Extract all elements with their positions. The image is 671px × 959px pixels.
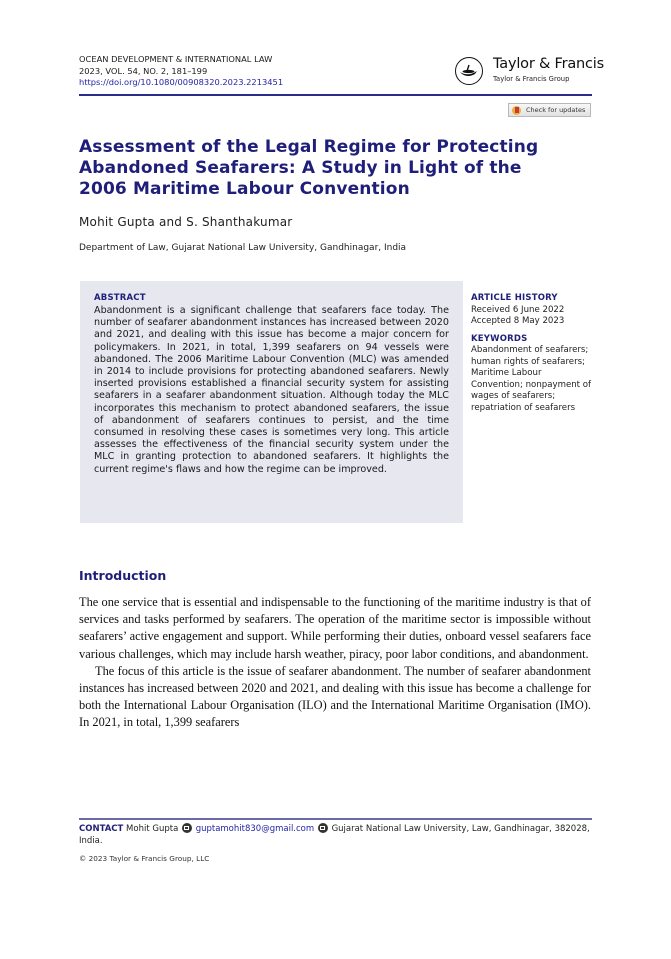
doi-link[interactable]: https://doi.org/10.1080/00908320.2023.2213451 [79, 77, 284, 87]
accepted-date: Accepted 8 May 2023 [471, 316, 565, 326]
email-icon [182, 823, 192, 833]
lamp-logo-icon [455, 57, 483, 85]
contact-name: Mohit Gupta [126, 824, 179, 834]
contact-info [79, 823, 594, 847]
contact-email-link[interactable]: guptamohit830@gmail.com [195, 824, 315, 834]
intro-paragraph: The one service that is essential and indispensable to the functioning of the maritime industry is that of services and tasks performed by seafarers. The operation of the maritime sector is impossible without seafarers’ active engagement and support. While performing their duties, onboard vessel seafarers face various challenges, which may include harsh weather, piracy, poor labor conditions, and abandonment. [79, 595, 591, 661]
introduction-heading: Introduction [79, 568, 167, 583]
affiliation: Department of Law, Gujarat National Law University, Gandhinagar, India [79, 243, 407, 253]
copyright: © 2023 Taylor & Francis Group, LLC [79, 854, 210, 863]
abstract-text: Abandonment is a significant challenge that seafarers face today. The number of seafarer abandonment instances has increased between 2020 and 2021, and dealing with this issue has become a major concern for policymakers. In 2021, in total, 1,399 seafarers on 94 vessels were abandoned. The 2006 Maritime Labour Convention (MLC) was amended in 2014 to include provisions for protecting abandoned seafarers. Newly inserted provisions established a financial security system for assisting seafarers in a seafarer abandonment situation. Although today the MLC incorporates this mechanism to protect abandoned seafarers, the issue of abandonment of seafarers continues to persist, and the time consumed in resolving these cases is sometimes very long. This article assesses the effectiveness of the financial security system under the MLC in granting protection to abandoned seafarers. It highlights the current regime's flaws and how the regime can be improved. [94, 305, 449, 475]
article-sidebar [471, 293, 596, 414]
address-icon [318, 823, 328, 833]
journal-header [79, 54, 283, 89]
introduction-body [79, 594, 591, 732]
intro-paragraph: The focus of this article is the issue of seafarer abandonment. The number of seafarer abandonment instances has increased between 2020 and 2021, and dealing with this issue has become a challenge for both the International Labour Organisation (ILO) and the International Maritime Organisation (IMO). In 2021, in total, 1,399 seafarers [79, 663, 591, 730]
contact-address: Gujarat National Law University, Law, Gandhinagar, 382028, India. [79, 824, 590, 846]
check-for-updates-button[interactable] [508, 103, 591, 117]
journal-volume: 2023, VOL. 54, NO. 2, 181–199 [79, 65, 208, 76]
keywords-list: Abandonment of seafarers; human rights of seafarers; Maritime Labour Convention; nonpayment of wages of seafarers; repatriation of seafarers [471, 345, 592, 413]
abstract-box [80, 281, 463, 523]
check-for-updates-label: Check for updates [526, 106, 586, 114]
article-history-heading: ARTICLE HISTORY [471, 293, 558, 303]
publisher-logo[interactable] [453, 55, 604, 91]
header-divider [79, 94, 592, 96]
keywords-heading: KEYWORDS [471, 333, 528, 344]
article-title: Assessment of the Legal Regime for Protecting Abandoned Seafarers: A Study in Light of the 2006 Maritime Labour Convention [79, 137, 539, 199]
footer-divider [79, 818, 592, 820]
crossmark-icon [512, 106, 521, 115]
publisher-group: Taylor & Francis Group [493, 75, 570, 83]
journal-name: OCEAN DEVELOPMENT & INTERNATIONAL LAW [79, 54, 273, 64]
abstract-heading: ABSTRACT [94, 293, 146, 303]
contact-label: CONTACT [79, 824, 124, 834]
authors: Mohit Gupta and S. Shanthakumar [79, 215, 293, 229]
received-date: Received 6 June 2022 [471, 304, 565, 315]
publisher-name: Taylor & Francis [493, 56, 604, 72]
